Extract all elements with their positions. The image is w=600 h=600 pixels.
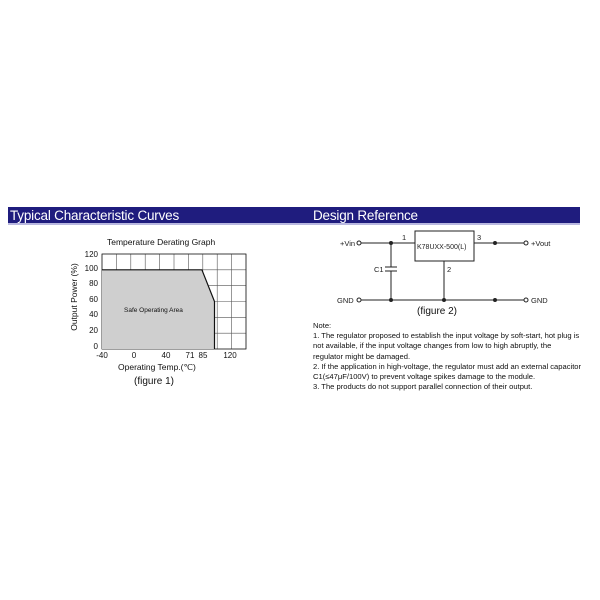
junction-vout — [493, 241, 497, 245]
chart-title: Temperature Derating Graph — [107, 237, 216, 247]
y-axis-label: Output Power (%) — [69, 263, 79, 331]
x-tick-40: 40 — [161, 351, 171, 360]
junction-vin — [389, 241, 393, 245]
y-tick-0: 0 — [93, 342, 98, 351]
pin-1-label: 1 — [402, 233, 407, 242]
section-title-design-reference: Design Reference — [313, 208, 418, 223]
safe-operating-area-label: Safe Operating Area — [124, 307, 183, 314]
design-notes — [313, 321, 583, 392]
x-tick-minus40: -40 — [96, 351, 108, 360]
y-tick-100: 100 — [84, 264, 98, 273]
figure-1-caption: (figure 1) — [134, 376, 175, 387]
vout-label: +Vout — [531, 239, 551, 248]
junction-gnd-cap — [389, 298, 393, 302]
notes-heading: Note: — [313, 321, 332, 330]
y-tick-60: 60 — [89, 295, 98, 304]
y-tick-40: 40 — [89, 310, 98, 319]
gnd-left-terminal — [357, 298, 361, 302]
x-tick-71: 71 — [185, 351, 195, 360]
junction-gnd-out — [493, 298, 497, 302]
regulator-ic-label: K78UXX-500(L) — [417, 244, 467, 251]
figure-2-caption: (figure 2) — [417, 306, 458, 317]
y-tick-80: 80 — [89, 279, 98, 288]
x-tick-0: 0 — [131, 351, 137, 360]
pin-2-label: 2 — [447, 265, 452, 274]
vin-label: +Vin — [340, 239, 356, 248]
y-tick-120: 120 — [84, 250, 98, 259]
pin-3-label: 3 — [477, 233, 482, 242]
vin-terminal — [357, 241, 361, 245]
x-tick-120: 120 — [223, 351, 237, 360]
gnd-right-label: GND — [531, 296, 548, 305]
note-item: 3. The products do not support parallel connection of their output. — [313, 382, 533, 392]
x-axis-label: Operating Temp.(℃) — [118, 362, 196, 372]
capacitor-label: C1 — [374, 265, 384, 274]
junction-gnd-ic — [442, 298, 446, 302]
note-item: 1. The regulator proposed to establish the input voltage by soft-start, hot plug is not available, if the input voltage changes from low to high abruptly, the regulator might be damaged. — [313, 331, 580, 361]
x-tick-85: 85 — [198, 351, 208, 360]
y-tick-20: 20 — [89, 326, 98, 335]
vout-terminal — [524, 241, 528, 245]
note-item: 2. If the application in high-voltage, the regulator must add an external capacitor C1(≤47μF/100V) to prevent voltage spikes damage to the module. — [313, 361, 582, 382]
section-title-typical-curves: Typical Characteristic Curves — [10, 208, 180, 223]
gnd-right-terminal — [524, 298, 528, 302]
gnd-left-label: GND — [337, 296, 354, 305]
